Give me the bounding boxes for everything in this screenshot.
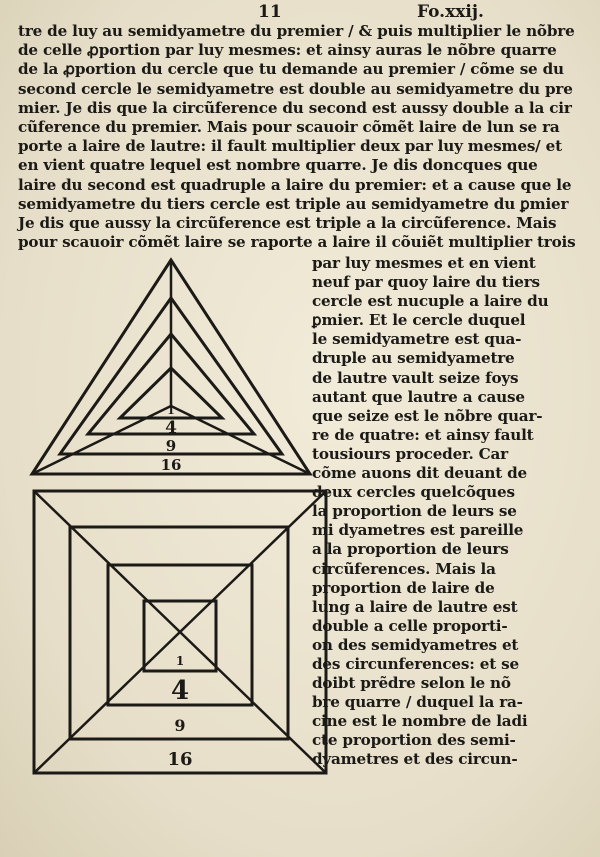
full-width-text-block [18, 22, 576, 252]
triangle-label-16: 16 [160, 456, 182, 474]
text-line: tousiours proceder. Car [312, 444, 508, 463]
text-line: druple au semidyametre [312, 349, 515, 368]
text-line: le semidyametre est qua- [312, 330, 522, 349]
text-line: tre de luy au semidyametre du premier / & puis multiplier le nõbre [18, 22, 575, 40]
text-line: ꝑmier. Et le cercle duquel [312, 311, 526, 330]
text-line: cũference du premier. Mais pour scauoir cõmẽt laire de lun se ra [18, 118, 560, 137]
triangle-label-4: 4 [165, 418, 177, 438]
text-line: bre quarre / duquel la ra- [312, 693, 523, 712]
text-line: semidyametre du tiers cercle est triple au semidyametre du ꝑmier [18, 194, 569, 213]
text-line: cte proportion des semi- [312, 731, 516, 750]
text-line: pour scauoir cõmẽt laire se raporte a laire il cõuiẽt multiplier trois [18, 233, 576, 252]
text-line: dyametres et des circun- [312, 750, 518, 769]
text-line: porte a laire de lautre: il fault multiplier deux par luy mesmes/ et [18, 137, 562, 156]
triangle-label-1: 1 [167, 404, 175, 417]
square-label-9: 9 [174, 716, 186, 735]
text-line: neuf par quoy laire du tiers [312, 273, 540, 292]
text-line: cercle est nucuple a laire du [312, 292, 549, 311]
text-line: mier. Je dis que la circũference du second est aussy double a la cir [18, 98, 572, 117]
text-line: la proportion de leurs se [312, 502, 517, 521]
text-line: des circunferences: et se [312, 654, 519, 673]
square-diagram [30, 487, 330, 777]
page-number: 11 [258, 2, 282, 22]
right-column-text [312, 254, 549, 770]
triangle-label-9: 9 [165, 437, 177, 455]
text-line: double a celle proporti- [312, 616, 508, 635]
triangle-diagram [28, 256, 314, 480]
page-header [0, 2, 600, 24]
text-line: on des semidyametres et [312, 635, 519, 654]
text-line: re de quatre: et ainsy fault [312, 425, 534, 444]
text-line: Je dis que aussy la circũference est triple a la circũference. Mais [18, 214, 557, 233]
text-line: de la ꝓportion du cercle que tu demande au premier / cõme se du [18, 60, 564, 79]
text-line: de lautre vault seize foys [312, 368, 519, 387]
text-line: lung a laire de lautre est [312, 597, 518, 616]
text-line: mi dyametres est pareille [312, 521, 524, 540]
text-line: a la proportion de leurs [312, 540, 509, 559]
text-line: second cercle le semidyametre est double au semidyametre du pre [18, 79, 573, 98]
text-line: laire du second est quadruple a laire du premier: et a cause que le [18, 175, 572, 194]
text-line: par luy mesmes et en vient [312, 254, 536, 272]
square-label-16: 16 [167, 749, 193, 770]
text-line: doibt prẽdre selon le nõ [312, 674, 511, 693]
text-line: autant que lautre a cause [312, 387, 525, 406]
square-label-4: 4 [170, 676, 190, 706]
folio-number: Fo.xxij. [417, 2, 484, 22]
text-line: deux cercles quelcõques [312, 483, 515, 502]
square-label-1: 1 [175, 654, 185, 668]
text-line: proportion de laire de [312, 578, 495, 597]
text-line: cine est le nombre de ladi [312, 712, 528, 731]
text-line: cõme auons dit deuant de [312, 464, 527, 483]
text-line: de celle ꝓportion par luy mesmes: et ainsy auras le nõbre quarre [18, 41, 557, 60]
text-line: en vient quatre lequel est nombre quarre. Je dis doncques que [18, 156, 538, 175]
text-line: circũferences. Mais la [312, 559, 496, 578]
text-line: que seize est le nõbre quar- [312, 406, 543, 425]
